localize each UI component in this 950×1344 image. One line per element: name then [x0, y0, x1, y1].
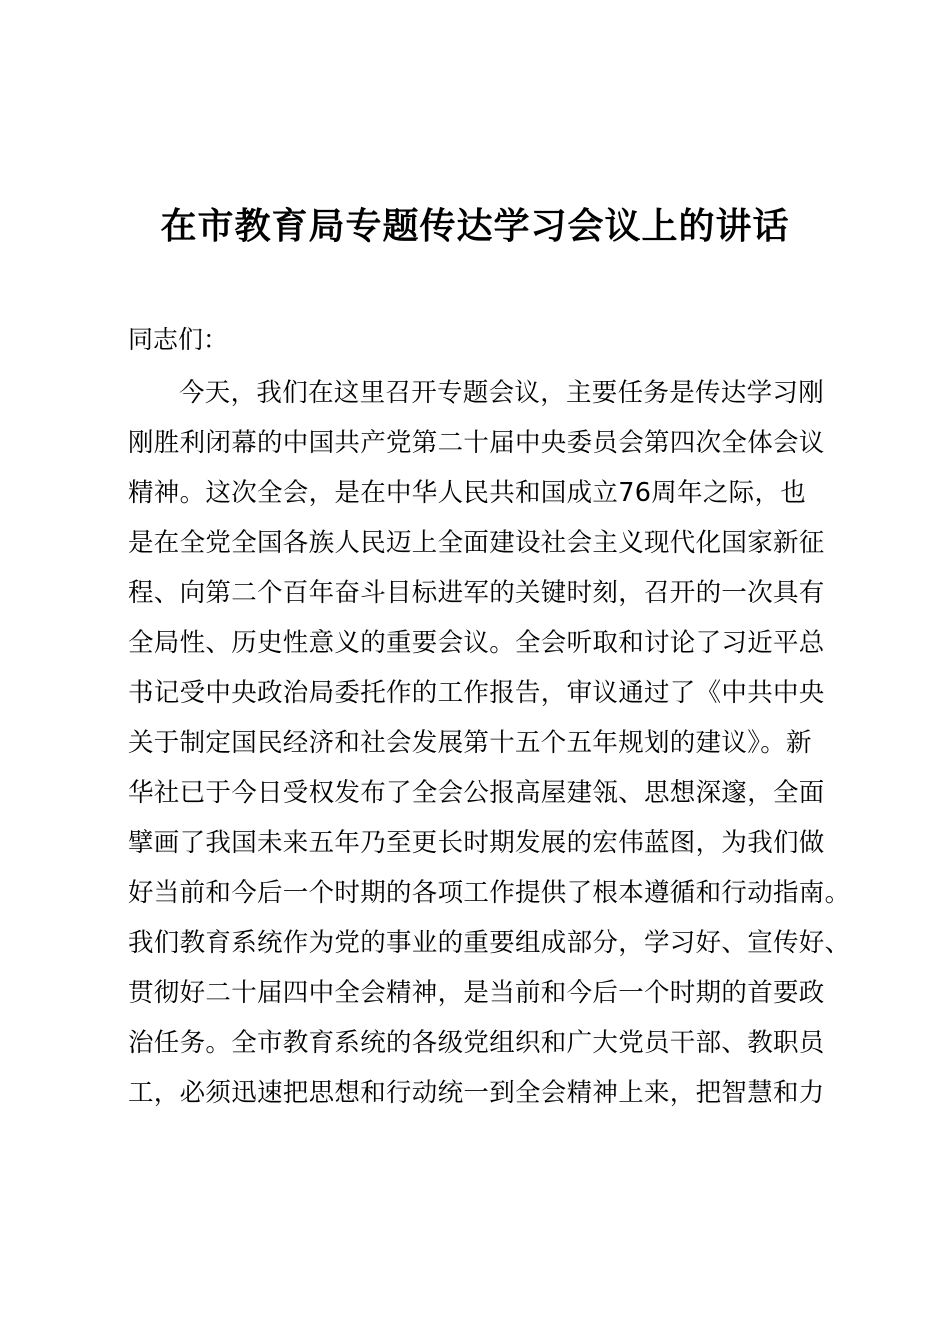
body-paragraph [128, 375, 851, 1125]
text-line: 书记受中央政治局委托作的工作报告，审议通过了《中共中央 [128, 678, 825, 708]
text-line: 关于制定国民经济和社会发展第十五个五年规划的建议》。新 [128, 728, 812, 758]
text-line: 我们教育系统作为党的事业的重要组成部分，学习好、宣传好、 [128, 928, 851, 958]
text-line: 全局性、历史性意义的重要会议。全会听取和讨论了习近平总 [128, 628, 825, 658]
text-line: 刚胜利闭幕的中国共产党第二十届中央委员会第四次全体会议 [128, 428, 825, 458]
text-line: 是在全党全国各族人民迈上全面建设社会主义现代化国家新征 [128, 528, 825, 558]
text-line: 今天，我们在这里召开专题会议，主要任务是传达学习刚 [179, 378, 825, 408]
text-line: 工，必须迅速把思想和行动统一到全会精神上来，把智慧和力 [128, 1078, 825, 1108]
text-line: 治任务。全市教育系统的各级党组织和广大党员干部、教职员 [128, 1028, 825, 1058]
salutation: 同志们： [128, 325, 229, 354]
text-line: 华社已于今日受权发布了全会公报高屋建瓴、思想深邃，全面 [128, 778, 825, 808]
text-line: 擘画了我国未来五年乃至更长时期发展的宏伟蓝图，为我们做 [128, 828, 825, 858]
text-line: 好当前和今后一个时期的各项工作提供了根本遵循和行动指南。 [128, 878, 851, 908]
text-line: 精神。这次全会，是在中华人民共和国成立76周年之际，也 [128, 478, 807, 508]
text-line: 程、向第二个百年奋斗目标进军的关键时刻，召开的一次具有 [128, 578, 825, 608]
text-line: 贯彻好二十届四中全会精神，是当前和今后一个时期的首要政 [128, 978, 825, 1008]
document-title: 在市教育局专题传达学习会议上的讲话 [160, 205, 790, 247]
